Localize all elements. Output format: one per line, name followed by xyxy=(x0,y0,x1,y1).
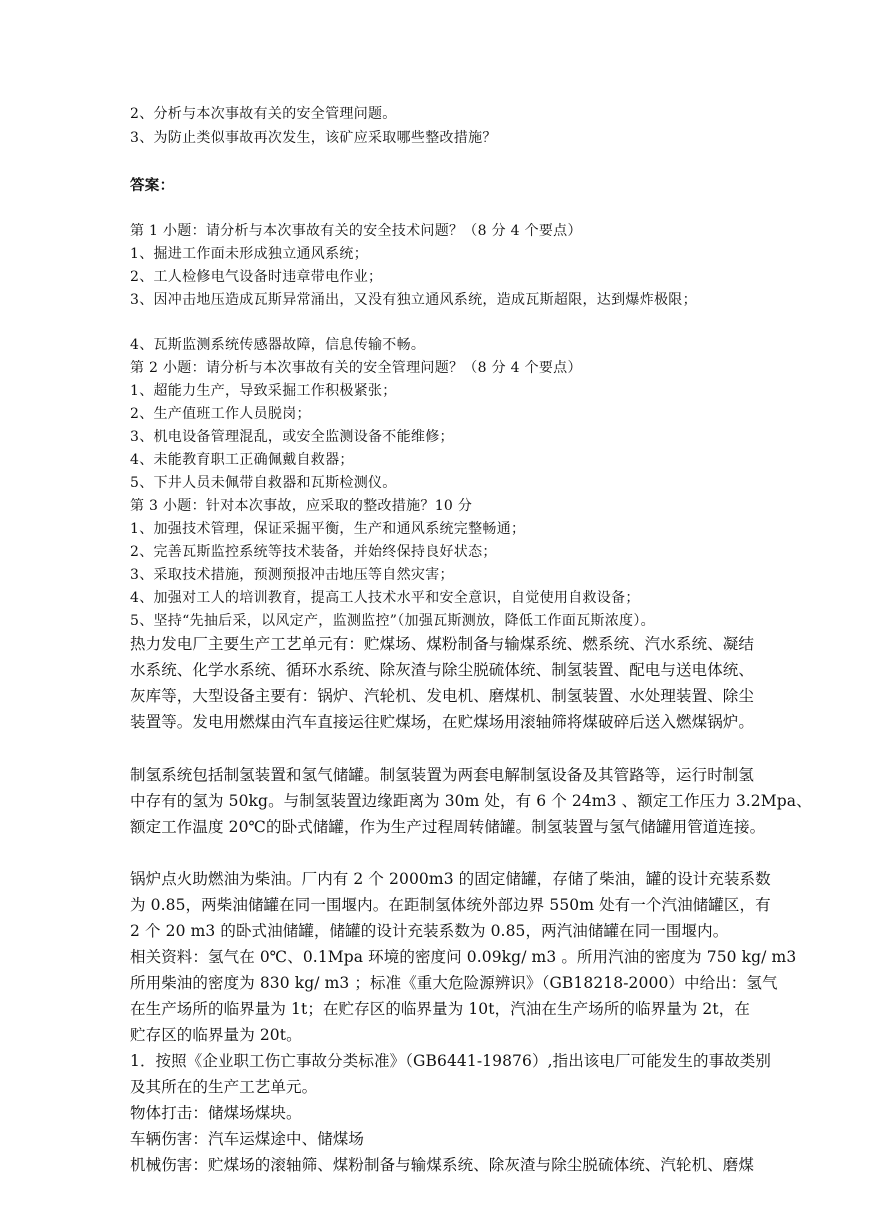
paragraph-line: 及其所在的生产工艺单元。 xyxy=(130,1078,318,1096)
paragraph-line: 装置等。发电用燃煤由汽车直接运往贮煤场，在贮煤场用滚轴筛将煤破碎后送入燃煤锅炉。 xyxy=(130,713,755,731)
sub1-item: 4、瓦斯监测系统传感器故障，信息传输不畅。 xyxy=(130,337,426,353)
paragraph-line: 在生产场所的临界量为 1t；在贮存区的临界量为 10t，汽油在生产场所的临界量为 2t，在 xyxy=(130,1000,750,1018)
sub3-item: 2、完善瓦斯监控系统等技术装备，并始终保持良好状态； xyxy=(130,544,497,560)
sub2-item: 4、未能教育职工正确佩戴自救器； xyxy=(130,452,354,468)
paragraph-line: 锅炉点火助燃油为柴油。厂内有 2 个 2000m3 的固定储罐，存储了柴油，罐的设计充装系数 xyxy=(130,870,771,888)
paragraph-line: 物体打击：储煤场煤块。 xyxy=(130,1104,302,1122)
sub1-item: 3、因冲击地压造成瓦斯异常涌出，又没有独立通风系统，造成瓦斯超限，达到爆炸极限； xyxy=(130,292,697,308)
paragraph-line: 机械伤害：贮煤场的滚轴筛、煤粉制备与输煤系统、除灰渣与除尘脱硫体统、汽轮机、磨煤 xyxy=(130,1156,755,1174)
paragraph-line: 2 个 20 m3 的卧式油储罐，储罐的设计充装系数为 0.85，两汽油储罐在同一围堰内。 xyxy=(130,922,729,940)
sub1-title: 第 1 小题：请分析与本次事故有关的安全技术问题？（8 分 4 个要点） xyxy=(130,223,582,239)
paragraph-line: 车辆伤害：汽车运煤途中、储煤场 xyxy=(130,1130,365,1148)
sub3-item: 1、加强技术管理，保证采掘平衡，生产和通风系统完整畅通； xyxy=(130,521,526,537)
answer-heading: 答案： xyxy=(130,178,175,194)
sub2-title: 第 2 小题：请分析与本次事故有关的安全管理问题？（8 分 4 个要点） xyxy=(130,360,582,376)
paragraph-line: 1．按照《企业职工伤亡事故分类标准》（GB6441-19876）,指出该电厂可能发生的事故类别 xyxy=(130,1052,772,1070)
sub3-item: 4、加强对工人的培训教育，提高工人技术水平和安全意识，自觉使用自救设备； xyxy=(130,590,640,606)
sub3-title: 第 3 小题：针对本次事故，应采取的整改措施？10 分 xyxy=(130,498,473,514)
paragraph-line: 为 0.85，两柴油储罐在同一围堰内。在距制氢体统外部边界 550m 处有一个汽油储罐区，有 xyxy=(130,896,771,914)
sub1-item: 2、工人检修电气设备时违章带电作业； xyxy=(130,269,383,285)
paragraph-line: 贮存区的临界量为 20t。 xyxy=(130,1026,302,1044)
sub2-item: 2、生产值班工作人员脱岗； xyxy=(130,406,311,422)
sub2-item: 5、下井人员未佩带自救器和瓦斯检测仪。 xyxy=(130,475,397,491)
paragraph-line: 热力发电厂主要生产工艺单元有：贮煤场、煤粉制备与输煤系统、燃系统、汽水系统、凝结 xyxy=(130,635,755,653)
paragraph-line: 灰库等，大型设备主要有：锅炉、汽轮机、发电机、磨煤机、制氢装置、水处理装置、除尘 xyxy=(130,687,755,705)
paragraph-line: 水系统、化学水系统、循环水系统、除灰渣与除尘脱硫体统、制氢装置、配电与送电体统、 xyxy=(130,661,755,679)
sub2-item: 3、机电设备管理混乱，或安全监测设备不能维修； xyxy=(130,429,454,445)
paragraph-line: 所用柴油的密度为 830 kg/ m3 ；标准《重大危险源辨识》（GB18218-2000）中给出：氢气 xyxy=(130,974,778,992)
question-2: 2、分析与本次事故有关的安全管理问题。 xyxy=(130,106,397,122)
paragraph-line: 相关资料：氢气在 0℃、0.1Mpa 环境的密度问 0.09kg/ m3 。所用汽油的密度为 750 kg/ m3 xyxy=(130,948,797,966)
sub2-item: 1、超能力生产，导致采掘工作积极紧张； xyxy=(130,383,397,399)
paragraph-line: 额定工作温度 20℃的卧式储罐，作为生产过程周转储罐。制氢装置与氢气储罐用管道连接。 xyxy=(130,818,766,836)
sub1-item: 1、掘进工作面未形成独立通风系统； xyxy=(130,246,369,262)
question-3: 3、为防止类似事故再次发生，该矿应采取哪些整改措施？ xyxy=(130,130,497,146)
paragraph-line: 制氢系统包括制氢装置和氢气储罐。制氢装置为两套电解制氢设备及其管路等，运行时制氢 xyxy=(130,766,755,784)
paragraph-line: 中存有的氢为 50kg。与制氢装置边缘距离为 30m 处，有 6 个 24m3 、额定工作压力 3.2Mpa、 xyxy=(130,792,812,810)
sub3-item: 3、采取技术措施，预测预报冲击地压等自然灾害； xyxy=(130,567,454,583)
sub3-item: 5、坚持“先抽后采，以风定产，监测监控”（加强瓦斯测放，降低工作面瓦斯浓度）。 xyxy=(130,613,655,629)
